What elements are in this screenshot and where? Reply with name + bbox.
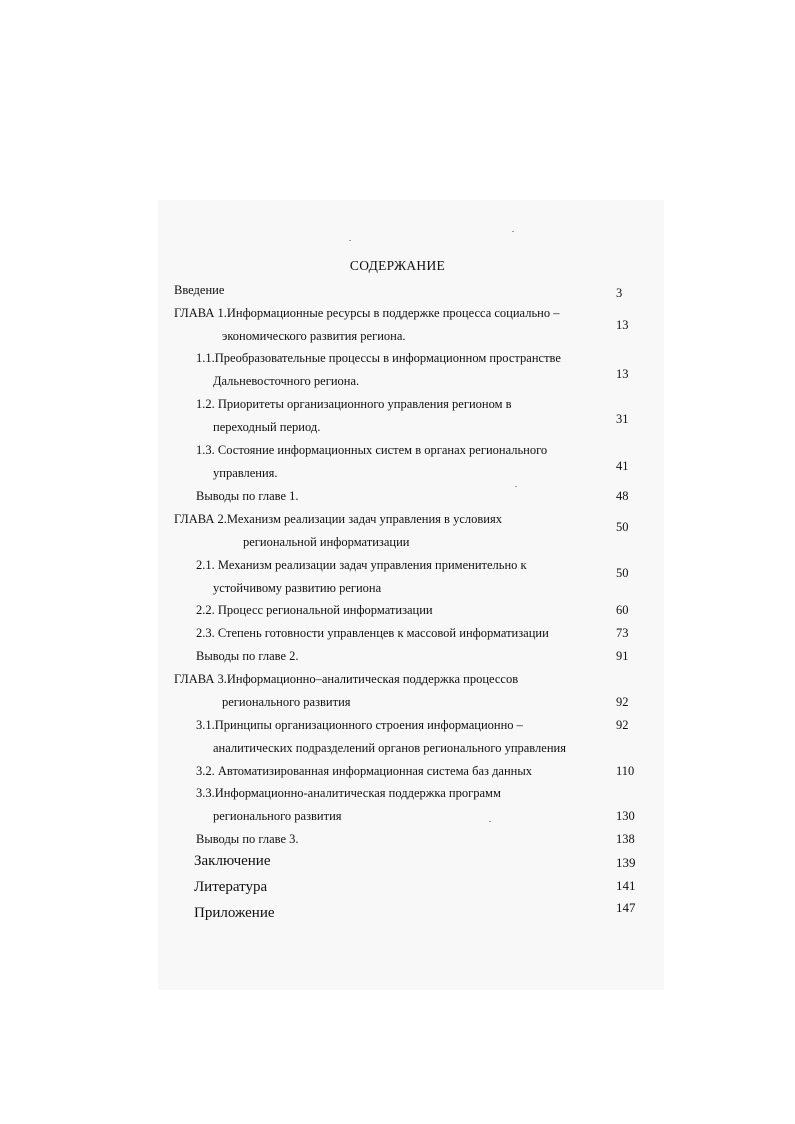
toc-ch3-s1-line1: 3.1.Принципы организационного строения информационно –: [196, 718, 523, 732]
toc-ch2-s2-label: 2.2. Процесс региональной информатизации: [196, 603, 433, 617]
toc-ch2-s2-page: 60: [616, 603, 629, 617]
toc-literature-page: 141: [616, 878, 636, 893]
scan-speck: [489, 821, 491, 822]
toc-ch3-s3-line1: 3.3.Информационно-аналитическая поддержка программ: [196, 786, 501, 800]
toc-appendix-label: Приложение: [194, 905, 275, 921]
toc-ch1-s1-line1: 1.1.Преобразовательные процессы в информационном пространстве: [196, 351, 561, 365]
toc-conclusion-page: 139: [616, 855, 636, 870]
toc-ch1-conclusions-page: 48: [616, 489, 629, 503]
toc-ch1-conclusions-label: Выводы по главе 1.: [196, 489, 299, 503]
toc-ch1-page: 13: [616, 318, 629, 332]
toc-ch1-s3-line1: 1.3. Состояние информационных систем в органах регионального: [196, 443, 548, 457]
toc-ch2-s1-line1: 2.1. Механизм реализации задач управления применительно к: [196, 558, 527, 572]
toc-ch2-s1-line2: устойчивому развитию региона: [213, 581, 382, 595]
toc-ch2-s1-page: 50: [616, 566, 629, 580]
toc-conclusion-label: Заключение: [194, 853, 271, 869]
toc-ch3-s3-page: 130: [616, 809, 635, 823]
toc-ch1-line2: экономического развития региона.: [222, 329, 406, 343]
page-title: СОДЕРЖАНИЕ: [349, 258, 446, 273]
scan-speck: [515, 486, 517, 487]
toc-ch2-conclusions-label: Выводы по главе 2.: [196, 649, 299, 663]
toc-ch1-s3-page: 41: [616, 459, 629, 473]
toc-ch2-page: 50: [616, 520, 629, 534]
toc-appendix-page: 147: [616, 900, 636, 915]
toc-ch2-s3-label: 2.3. Степень готовности управленцев к массовой информатизации: [196, 626, 549, 640]
toc-ch3-s3-line2: регионального развития: [213, 809, 342, 823]
toc-literature-label: Литература: [194, 879, 268, 895]
toc-ch1-s1-line2: Дальневосточного региона.: [213, 374, 360, 388]
toc-ch3-line2: регионального развития: [222, 695, 351, 709]
toc-ch1-s2-page: 31: [616, 412, 629, 426]
toc-ch3-conclusions-page: 138: [616, 832, 635, 846]
toc-ch1-s1-page: 13: [616, 367, 629, 381]
toc-ch3-conclusions-label: Выводы по главе 3.: [196, 832, 299, 846]
toc-ch3-s2-page: 110: [616, 764, 635, 778]
scan-speck: [349, 240, 351, 241]
toc-ch1-s3-line2: управления.: [213, 466, 278, 480]
toc-ch3-s1-page: 92: [616, 718, 629, 732]
toc-ch3-line1: ГЛАВА 3.Информационно–аналитическая поддержка процессов: [174, 672, 519, 686]
toc-ch1-s2-line1: 1.2. Приоритеты организационного управления регионом в: [196, 397, 512, 411]
scan-speck: [512, 231, 514, 232]
toc-ch2-line1: ГЛАВА 2.Механизм реализации задач управления в условиях: [174, 512, 502, 526]
toc-ch2-s3-page: 73: [616, 626, 629, 640]
toc-ch3-s1-line2: аналитических подразделений органов регионального управления: [213, 741, 566, 755]
toc-ch3-s2-label: 3.2. Автоматизированная информационная система баз данных: [196, 764, 533, 778]
toc-ch2-conclusions-page: 91: [616, 649, 629, 663]
toc-intro-page: 3: [616, 286, 623, 300]
toc-ch1-line1: ГЛАВА 1.Информационные ресурсы в поддержке процесса социально –: [174, 306, 560, 320]
toc-ch3-page: 92: [616, 695, 629, 709]
toc-ch2-line2: региональной информатизации: [243, 535, 410, 549]
toc-intro-label: Введение: [174, 283, 225, 297]
toc-ch1-s2-line2: переходный период.: [213, 420, 321, 434]
